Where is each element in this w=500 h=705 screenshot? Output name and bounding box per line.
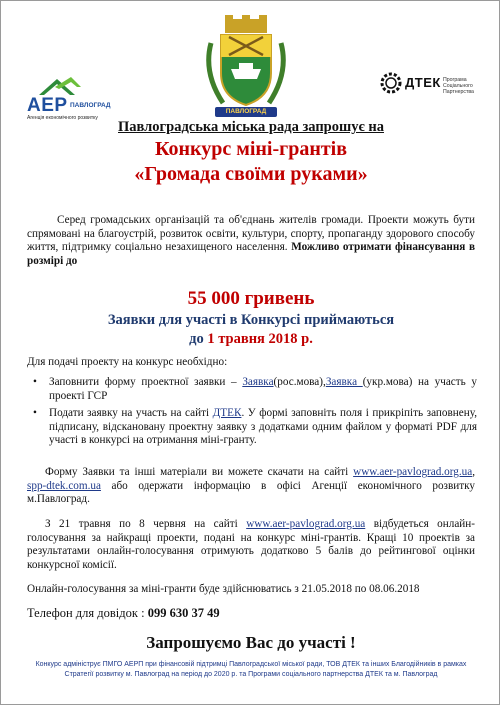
form-ru-link[interactable]: Заявка	[242, 376, 274, 388]
aer-subtitle: Агенція економічного розвитку	[27, 115, 98, 121]
invite-heading: Павлоградська міська рада запрошує на	[118, 119, 384, 135]
crest-emblem-icon	[201, 13, 291, 113]
voting-text-b: відбудеться онлайн-голосування за найкращі проекти, подані на конкурс міні-грантів. Кращі 10 проектів за результатами онлайн-голосування отримують додатково 5 балів до рейтингової оцінки конкурсної комісії.	[27, 518, 475, 571]
contest-name: «Громада своїми руками»	[134, 163, 368, 185]
bullet-icon: •	[33, 407, 37, 419]
bullet-icon: •	[33, 376, 37, 388]
req1-text-c: (укр.мова) на участь у проекті ГСР	[49, 376, 477, 402]
aer-roof-icon	[37, 75, 83, 97]
req2-text: Подати заявку на участь на сайті	[49, 407, 213, 419]
download-paragraph	[27, 466, 475, 507]
city-crest	[201, 13, 291, 121]
voting-text: З 21 травня по 8 червня на сайті	[45, 518, 247, 530]
phone-label: Телефон для довідок :	[27, 606, 148, 620]
dtek-program: Програма Соціального Партнерства	[443, 77, 474, 95]
dtek-logo	[379, 71, 489, 111]
grant-amount: 55 000 гривень	[187, 288, 315, 309]
req1-text: Заповнити форму проектної заявки –	[49, 376, 243, 388]
req2-text-b: . У формі заповніть поля і прикріпіть заповнену, підписану, відскановану проектну заявку з додатками одним файлом у форматі PDF для участі в конкурсі на отримання міні-гранту.	[49, 407, 477, 446]
deadline-prefix: до	[189, 331, 208, 347]
aer-name: АЕР	[27, 95, 68, 116]
voting-site-link[interactable]: www.aer-pavlograd.org.ua	[246, 518, 366, 530]
intro-text: Серед громадських організацій та об'єднань жителів громади. Проекти можуть бути спрямовані на благоустрій, розвиток освіти, культури, спорту, пропаганду здорового способу життя, підтримку соціально незахищеного населення.	[27, 214, 475, 253]
footer-note: Конкурс адмініструє ПМГО АЕРП при фінансовій підтримці Павлоградської міської ради, ТОВ ДТЕК та інших Благодійників в рамках Стратегії розвитку м. Павлоград на період до 2020 р. та Програми соціального партнерства ДТЕК та м. Павлоград	[35, 661, 467, 678]
welcome-heading: Запрошуємо Вас до участі !	[146, 633, 356, 652]
aer-site-link[interactable]: www.aer-pavlograd.org.ua	[353, 466, 473, 478]
phone-number: 099 630 37 49	[147, 606, 220, 620]
list-item	[27, 407, 477, 448]
download-sep: ,	[472, 466, 475, 478]
deadline-date: 1 травня 2018 р.	[207, 331, 313, 347]
applications-accepted: Заявки для участі в Конкурсі приймаються	[107, 312, 395, 328]
spp-dtek-link[interactable]: spp-dtek.com.ua	[27, 479, 101, 492]
intro-bold: Можливо отримати фінансування в розмірі до	[27, 241, 475, 267]
requirements-intro: Для подачі проекту на конкурс необхідно:	[27, 356, 228, 368]
req1-text-b: (рос.мова),	[273, 376, 326, 388]
dtek-name: ДТЕК	[405, 75, 441, 90]
dtek-site-link[interactable]: ДТЕК	[212, 407, 242, 419]
voting-paragraph	[27, 518, 475, 572]
download-text-c: або одержати інформацію в офісі Агенції економічного розвитку м.Павлоград.	[27, 479, 475, 505]
crest-banner: ПАВЛОГРАД	[215, 107, 277, 117]
aer-city: ПАВЛОГРАД	[70, 102, 111, 109]
intro-paragraph	[27, 214, 475, 268]
dtek-gear-icon	[379, 71, 403, 95]
aer-logo	[27, 75, 127, 125]
download-text: Форму Заявки та інші матеріали ви можете скачати на сайті	[45, 466, 354, 478]
phone-line	[27, 606, 220, 621]
online-voting-dates: Онлайн-голосування за міні-гранти буде здійснюватись з 21.05.2018 по 08.06.2018	[27, 583, 420, 595]
list-item	[27, 376, 477, 403]
requirements-list	[27, 376, 477, 452]
deadline	[1, 331, 500, 348]
contest-title: Конкурс міні-грантів	[154, 138, 348, 160]
form-ua-link[interactable]: Заявка	[325, 376, 363, 388]
